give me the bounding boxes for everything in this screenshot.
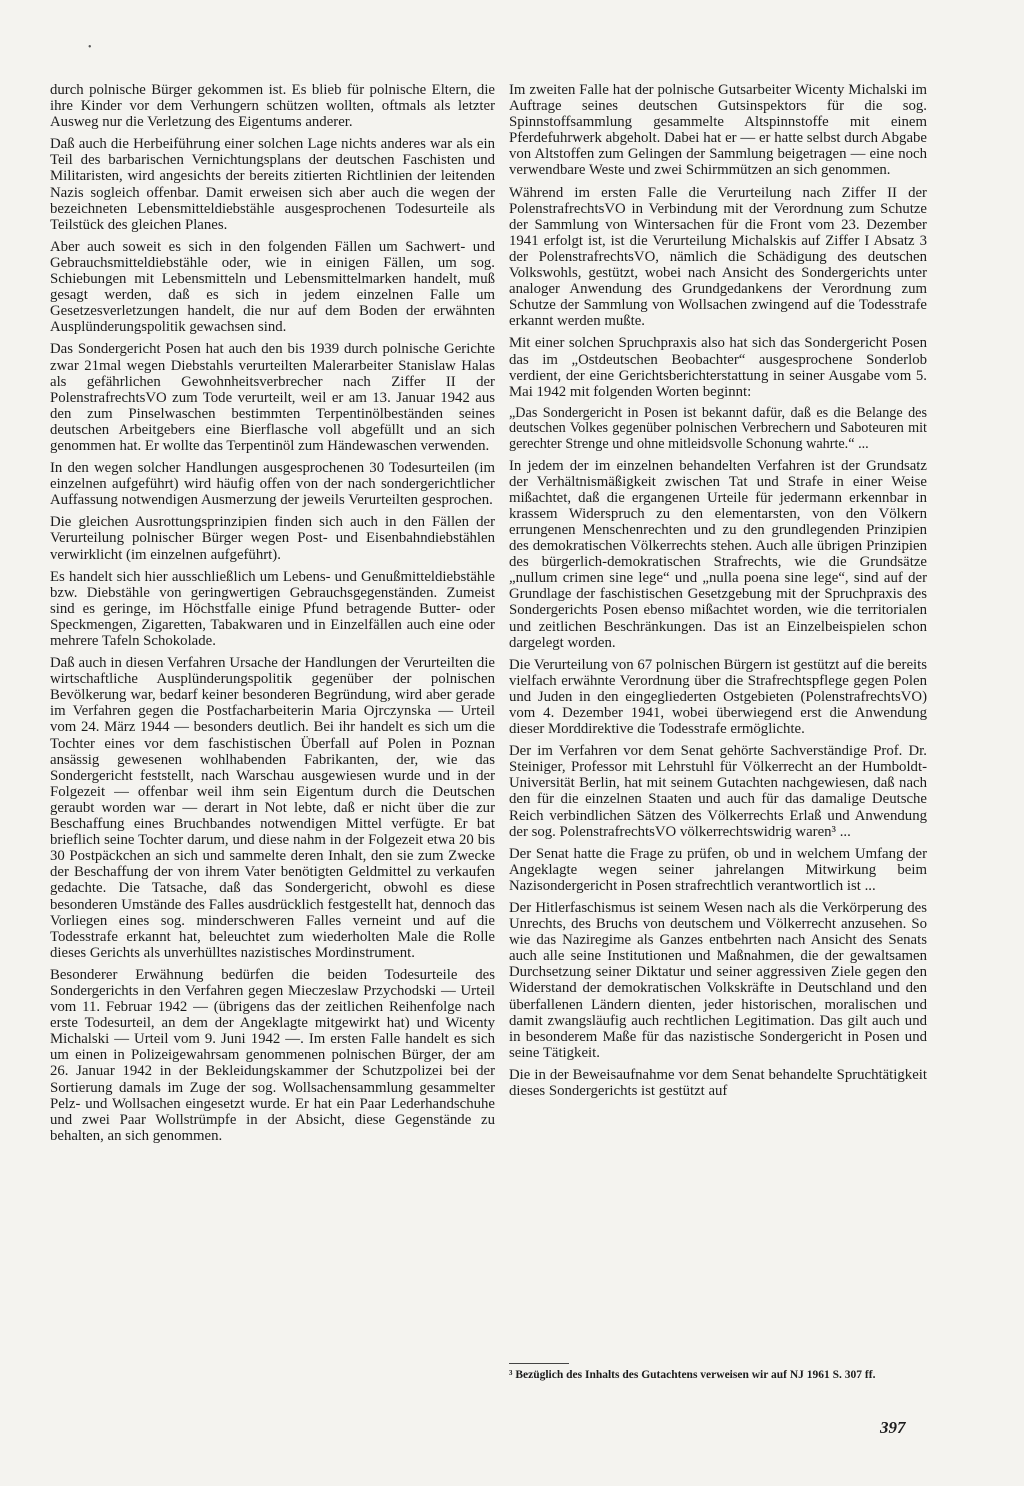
paragraph: Aber auch soweit es sich in den folgenden Fällen um Sachwert- und Gebrauchsmitteldiebstähle oder, wie in einigen Fällen, um sog. Schiebungen mit Lebensmitteln und Lebensmittelmarken handelt, muß gesagt werden, daß es sich in jedem einzelnen Falle um Gesetzesverletzungen handelt, die nur auf dem Boden der erwähnten Ausplünderungspolitik gewachsen sind.: [50, 238, 495, 336]
paragraph: Es handelt sich hier ausschließlich um Lebens- und Genußmitteldiebstähle bzw. Diebstähle von geringwertigen Gebrauchsgegenständen. Zumeist sind es geringe, im Höchstfalle einige Pfund betragende Butter- oder Speckmengen, Zigaretten, Tabakwaren und in Einzelfällen auch eine oder mehrere Tafeln Schokolade.: [50, 568, 495, 649]
paragraph: Während im ersten Falle die Verurteilung nach Ziffer II der PolenstrafrechtsVO in Verbindung mit der Verordnung zum Schutze der Sammlung von Wintersachen für die Front vom 23. Dezember 1941 erfolgt ist, ist die Verurteilung Michalskis auf Ziffer I Absatz 3 der PolenstrafrechtsVO, nämlich die Schädigung des deutschen Volkswohls, gestützt, wobei nach Ansicht des Sondergerichts unter analoger Anwendung des Grundgedankens der Verordnung zum Schutze der Sammlung von Wollsachen zwingend auf die Todesstrafe erkannt werden mußte.: [509, 184, 927, 330]
paragraph: Daß auch in diesen Verfahren Ursache der Handlungen der Verurteilten die wirtschaftliche Ausplünderungspolitik gegenüber der polnischen Bevölkerung war, bedarf keiner besonderen Begründung, wird aber gerade im Verfahren gegen die Postfacharbeiterin Maria Ojrczynska — Urteil vom 24. März 1944 — besonders deutlich. Bei ihr handelt es sich um die Tochter eines vor dem faschistischen Überfall auf Polen in Poznan ansässig gewesenen wohlhabenden Fabrikanten, der, wie das Sondergericht feststellt, nach Warschau ausgewiesen wurde und in der Folgezeit — offenbar weil ihm sein Eigentum durch die Deutschen geraubt worden war — derart in Not lebte, daß er nicht über die zur Beschaffung eines Bruchbandes notwendigen Mittel verfügte. Er bat brieflich seine Tochter darum, und diese nahm in der Folgezeit etwa 20 bis 30 Postpäckchen an sich und sammelte deren Inhalt, den sie zum Zwecke der Beschaffung der von ihrem Vater benötigten Geldmittel zu verkaufen gedachte. Die Tatsache, daß das Sondergericht, obwohl es diese besonderen Umstände des Falles ausdrücklich festgestellt hat, dennoch das Vorliegen eines sog. minderschweren Falles verneint und auf die Todesstrafe erkannt hat, beleuchtet zum wiederholten Male die Rolle dieses Gerichts als unverhülltes nazistisches Mordinstrument.: [50, 655, 495, 961]
paragraph: Der im Verfahren vor dem Senat gehörte Sachverständige Prof. Dr. Steiniger, Professor mit Lehrstuhl für Völkerrecht an der Humboldt-Universität Berlin, hat mit seinem Gutachten nachgewiesen, daß nach den für die einzelnen Staaten und auch für das damalige Deutsche Reich verbindlichen Sätzen des Völkerrechts Erlaß und Anwendung der sog. PolenstrafrechtsVO völkerrechtswidrig waren³ ...: [509, 743, 927, 840]
paragraph: Die gleichen Ausrottungsprinzipien finden sich auch in den Fällen der Verurteilung polnischer Bürger wegen Post- und Eisenbahndiebstählen verwirklicht (im einzelnen aufgeführt).: [50, 514, 495, 563]
left-column: [50, 82, 495, 1150]
paragraph: Der Senat hatte die Frage zu prüfen, ob und in welchem Umfang der Angeklagte wegen seiner jahrelangen Mitwirkung beim Nazisondergericht in Posen strafrechtlich verantwortlich ist ...: [509, 845, 927, 894]
block-quote: „Das Sondergericht in Posen ist bekannt dafür, daß es die Belange des deutschen Volkes gegenüber polnischen Verbrechern und Saboteuren mit gerechter Strenge und ohne mitleidsvolle Schonung wahrte.“ ...: [509, 404, 927, 452]
page-number: 397: [880, 1418, 906, 1437]
paragraph: durch polnische Bürger gekommen ist. Es blieb für polnische Eltern, die ihre Kinder vor dem Verhungern schützen wollten, oftmals als letzter Ausweg nur die Verletzung des Eigentums anderer.: [50, 82, 495, 131]
paragraph: Besonderer Erwähnung bedürfen die beiden Todesurteile des Sondergerichts in den Verfahren gegen Mieczeslaw Przychodski — Urteil vom 11. Februar 1942 — (übrigens das der zeitlichen Reihenfolge nach erste Todesurteil, an dem der Angeklagte mitgewirkt hat) und Wicenty Michalski — Urteil vom 9. Juni 1942 —. Im ersten Falle handelt es sich um einen in Polizeigewahrsam genommenen polnischen Bürger, der am 26. Januar 1942 in der Bekleidungskammer der Schutzpolizei bei der Sortierung damals im Zuge der sog. Wollsachensammlung gesammelter Pelz- und Wollsachen eingesetzt wurde. Er hat ein Paar Lederhandschuhe und zwei Paar Wollstrümpfe in der Absicht, diese Gegenstände zu behalten, an sich genommen.: [50, 966, 495, 1144]
paragraph: Der Hitlerfaschismus ist seinem Wesen nach als die Verkörperung des Unrechts, des Bruchs von deutschem und Völkerrecht anzusehen. So wie das Naziregime als Ganzes entbehrten nach Ansicht des Senats auch alle seine Institutionen und Maßnahmen, die der gewaltsamen Durchsetzung seiner Diktatur und seiner aggressiven Ziele gegen den Widerstand der demokratischen Volkskräfte in Deutschland und den überfallenen Ländern dienten, jeder historischen, moralischen und damit zwangsläufig auch rechtlichen Legitimation. Das gilt auch und in besonderem Maße für das nazistische Sondergericht in Posen und seine Tätigkeit.: [509, 900, 927, 1061]
paragraph: Das Sondergericht Posen hat auch den bis 1939 durch polnische Gerichte zwar 21mal wegen Diebstahls verurteilten Malerarbeiter Stanislaw Halas als gefährlichen Gewohnheitsverbrecher nach Ziffer II der PolenstrafrechtsVO zum Tode verurteilt, weil er am 13. Januar 1942 aus den zum Pinselwaschen bestimmten Terpentinölbeständen seines deutschen Arbeitgebers eine Bierflasche voll abgefüllt und an sich genommen hat. Er wollte das Terpentinöl zum Händewaschen verwenden.: [50, 341, 495, 454]
right-column: [509, 82, 927, 1105]
paragraph: Die Verurteilung von 67 polnischen Bürgern ist gestützt auf die bereits vielfach erwähnte Verordnung über die Strafrechtspflege gegen Polen und Juden in den eingegliederten Ostgebieten (PolenstrafrechtsVO) vom 4. Dezember 1941, wobei überwiegend erst die Anwendung dieser Morddirektive die Todesstrafe ermöglichte.: [509, 656, 927, 738]
footnote-divider: [509, 1363, 569, 1364]
paragraph: Mit einer solchen Spruchpraxis also hat sich das Sondergericht Posen das im „Ostdeutschen Beobachter“ ausgesprochene Sonderlob verdient, der eine Gerichtsberichterstattung in seiner Ausgabe vom 5. Mai 1942 mit folgenden Worten beginnt:: [509, 335, 927, 400]
paragraph: Die in der Beweisaufnahme vor dem Senat behandelte Spruchtätigkeit dieses Sondergerichts ist gestützt auf: [509, 1066, 927, 1100]
paragraph: In jedem der im einzelnen behandelten Verfahren ist der Grundsatz der Verhältnismäßigkeit zwischen Tat und Strafe in einer Weise mißachtet, daß die ergangenen Urteile für jedermann erkennbar in krassem Widerspruch zu den elementarsten, von den Völkern errungenen Menschenrechten und zu den grundlegenden Prinzipien des demokratischen Völkerrechts stehen. Auch alle übrigen Prinzipien des bürgerlich-demokratischen Strafrechts, wie die Grundsätze „nullum crimen sine lege“ und „nulla poena sine lege“, sind auf der Grundlage der faschistischen Gesetzgebung mit der Spruchpraxis des Sondergerichts Posen ebenso mißachtet worden, wie die territorialen und zeitlichen Beschränkungen. Das ist an Einzelbeispielen schon dargelegt worden.: [509, 457, 927, 651]
footnote: ³ Bezüglich des Inhalts des Gutachtens verweisen wir auf NJ 1961 S. 307 ff.: [509, 1369, 876, 1381]
scan-mark: •: [88, 42, 92, 53]
paragraph: Im zweiten Falle hat der polnische Gutsarbeiter Wicenty Michalski im Auftrage seines deutschen Gutsinspektors für die sog. Spinnstoffsammlung gesammelte Altspinnstoffe mit einem Pferdefuhrwerk abgeholt. Dabei hat er — er hatte selbst durch Abgabe von Altstoffen zum Gelingen der Sammlung beigetragen — eine noch verwendbare Weste und zwei Schirmmützen an sich genommen.: [509, 82, 927, 179]
paragraph: Daß auch die Herbeiführung einer solchen Lage nichts anderes war als ein Teil des barbarischen Vernichtungsplans der deutschen Faschisten und Militaristen, wird angesichts der bereits zitierten Richtlinien der leitenden Nazis sogleich offenbar. Damit erweisen sich aber auch die wegen der bezeichneten Lebensmitteldiebstähle ausgesprochenen Todesurteile als Teilstück des gleichen Planes.: [50, 136, 495, 233]
paragraph: In den wegen solcher Handlungen ausgesprochenen 30 Todesurteilen (im einzelnen aufgeführt) wird häufig offen von der nach sondergerichtlicher Auffassung notwendigen Ausmerzung der jeweils Verurteilten gesprochen.: [50, 460, 495, 509]
